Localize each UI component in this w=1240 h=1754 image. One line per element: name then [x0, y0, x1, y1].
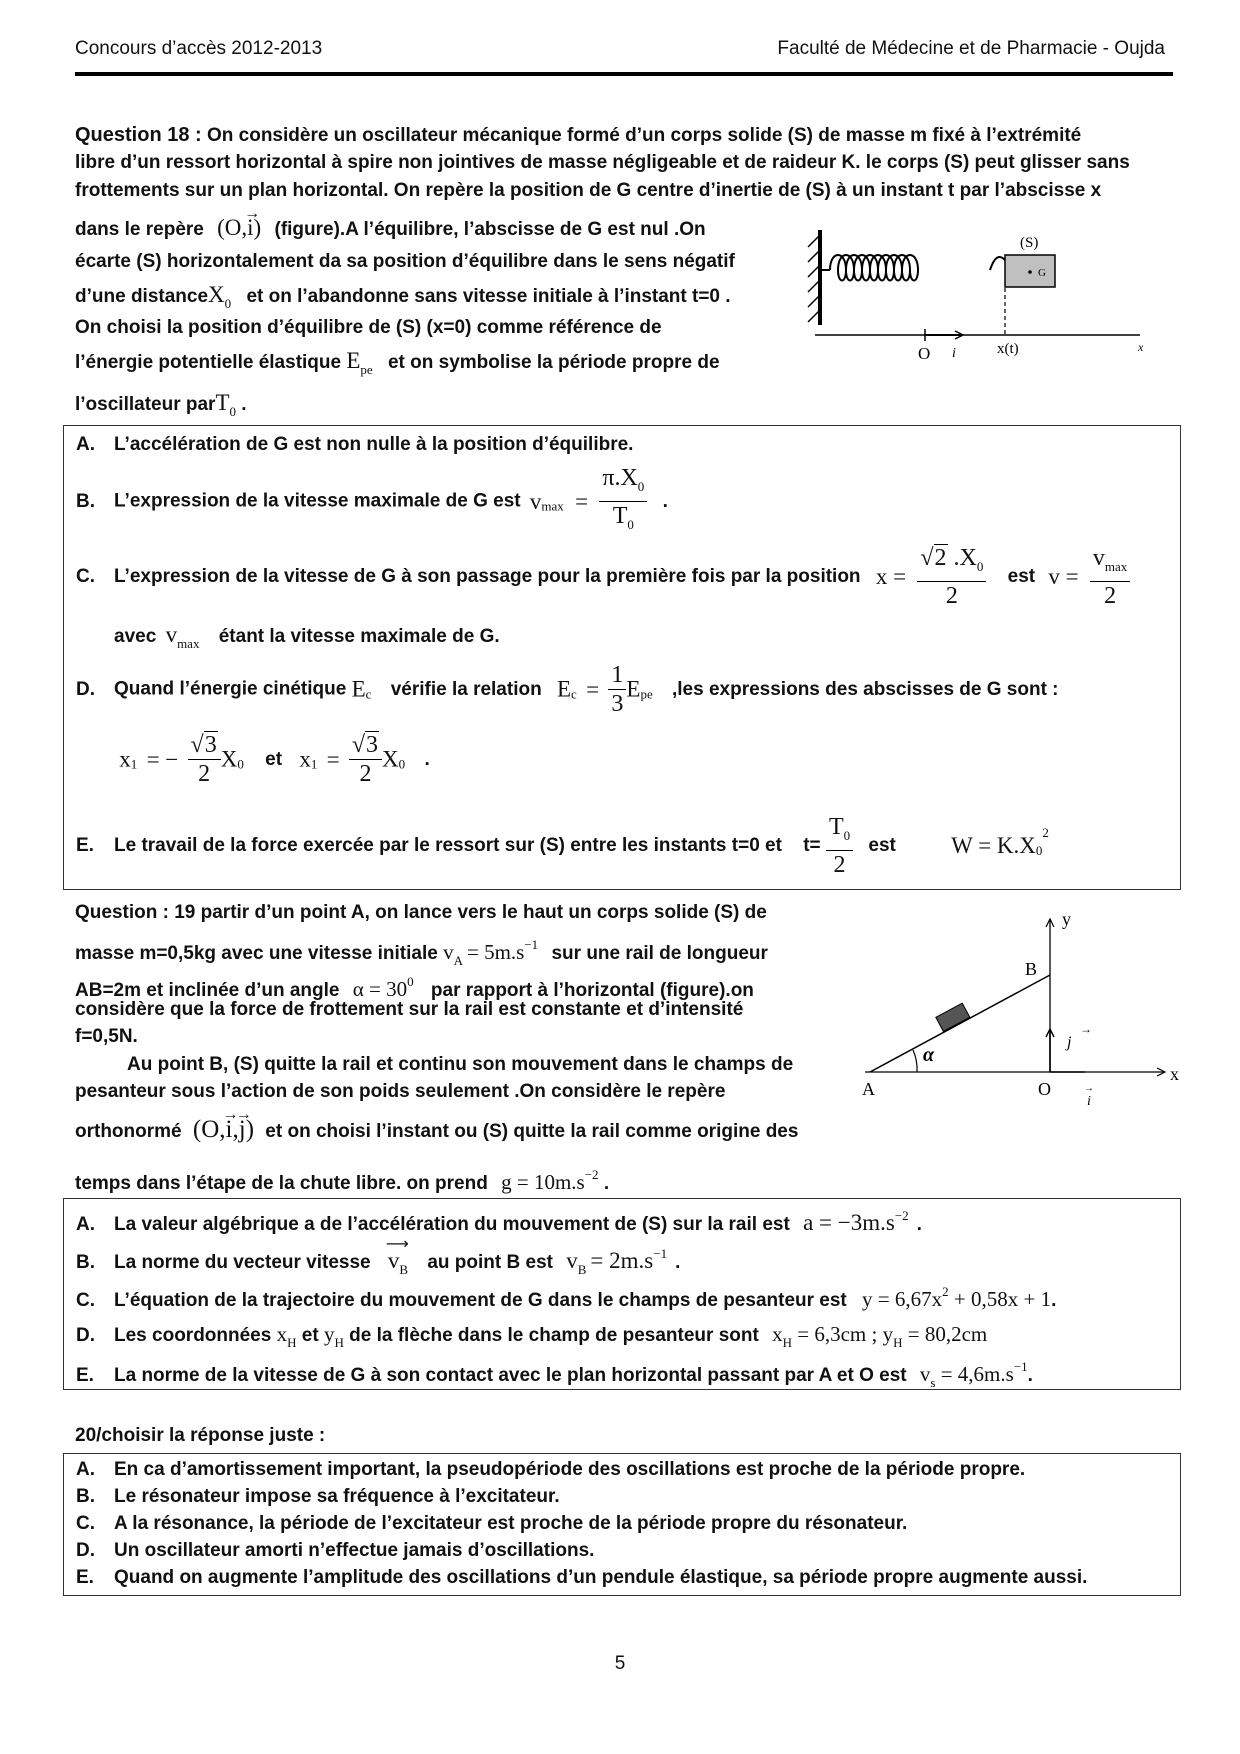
- q18-option-b: B. L’expression de la vitesse maximale de G est $v_{max}$ = $\frac{\pi.X_0}{T_0}$ .: [76, 465, 668, 532]
- q18-option-a: A. L’accélération de G est non nulle à la position d’équilibre.: [76, 434, 634, 455]
- svg-text:→: →: [1080, 1022, 1092, 1036]
- header-rule: [75, 72, 1173, 76]
- q19-option-a: A. La valeur algébrique a de l’accélération du mouvement de (S) sur la rail est $a = -3m.s^{-2}$ .: [76, 1208, 922, 1235]
- fig2-i-label: i: [1087, 1094, 1091, 1109]
- page-header: [75, 38, 1165, 72]
- q18-label: Question 18 :: [75, 124, 202, 146]
- q19-line7: pesanteur sous l’action de son poids seulement .On considère le repère: [75, 1081, 726, 1102]
- q18-line4: dans le repère (O,i → ) (figure).A l’équilibre, l’abscisse de G est nul .On: [75, 205, 706, 240]
- fig2-b-label: B: [1025, 959, 1038, 979]
- q18-line9: l’oscillateur parT$_0$ .: [75, 390, 247, 419]
- q18-line6: d’une distanceX$_0$ et on l’abandonne sans vitesse initiale à l’instant t=0 .: [75, 282, 731, 311]
- fig1-x-label: x: [1138, 340, 1144, 354]
- q19-line1: Question : 19 partir d’un point A, on lance vers le haut un corps solide (S) de: [75, 902, 767, 923]
- q20-title: 20/choisir la réponse juste :: [75, 1425, 326, 1446]
- fig2-a-label: A: [862, 1079, 875, 1099]
- fig1-s-label: (S): [1020, 235, 1039, 251]
- q18-options-box: [63, 425, 1181, 890]
- svg-text:→: →: [1084, 1083, 1094, 1094]
- fig2-x-label: x: [1170, 1064, 1179, 1084]
- q19-option-b: B. La norme du vecteur vitesse $v_B$ ⟶ au point B est $v_B = 2m.s^{-1}$ .: [76, 1236, 681, 1277]
- header-right: Faculté de Médecine et de Pharmacie - Oujda: [777, 38, 1165, 59]
- q18-line5: écarte (S) horizontalement da sa position d’équilibre dans le sens négatif: [75, 251, 735, 272]
- q19-option-d: D. Les coordonnées $x_H$ et $y_H$ de la flèche dans le champ de pesanteur sont $x_H = 6,3cm$ ; $y_H = 80,2cm$: [76, 1322, 988, 1350]
- q18-line1: Question 18 : On considère un oscillateur mécanique formé d’un corps solide (S) de masse m fixé à l’extrémité: [75, 124, 1082, 146]
- inclined-plane-figure: [855, 905, 1185, 1110]
- q20-option-e: E. Quand on augmente l’amplitude des oscillations d’un pendule élastique, sa période propre augmente aussi.: [76, 1567, 1088, 1588]
- spring-oscillator-figure: [800, 225, 1160, 360]
- q19-options-box: [63, 1198, 1181, 1390]
- q20-option-b: B. Le résonateur impose sa fréquence à l’excitateur.: [76, 1486, 560, 1507]
- q18-option-c: C. L’expression de la vitesse de G à son passage pour la première fois par la position x = $\frac{√2 .X_0}{2}$ est v = $\frac{v_{max}}{2}$: [76, 544, 1130, 610]
- q20-options-box: [63, 1453, 1181, 1596]
- q19-line8: orthonormé (O,i → ,j → ) et on choisi l’instant ou (S) quitte la rail comme origine des: [75, 1106, 799, 1143]
- q19-line6: Au point B, (S) quitte la rail et continu son mouvement dans le champs de: [127, 1054, 794, 1075]
- q18-line3: frottements sur un plan horizontal. On repère la position de G centre d’inertie de (S) à un instant t par l’abscisse x: [75, 180, 1102, 201]
- q18-line8: l’énergie potentielle élastique $E_{pe}$ et on symbolise la période propre de: [75, 348, 720, 377]
- q19-line9: temps dans l’étape de la chute libre. on prend $g = 10m.s^{-2}$ .: [75, 1167, 610, 1194]
- fig1-o-label: O: [918, 344, 931, 360]
- fig2-j-label: j: [1067, 1034, 1072, 1051]
- q19-option-c: C. L’équation de la trajectoire du mouvement de G dans le champs de pesanteur est $y = 6,67x^2 + 0,58x + 1$.: [76, 1284, 1057, 1311]
- q18-line2: libre d’un ressort horizontal à spire non jointives de masse négligeable et de raideur K. le corps (S) peut glisser sans: [75, 152, 1130, 173]
- q18-option-e: E. Le travail de la force exercée par le ressort sur (S) entre les instants t=0 et t= $\frac{T_0}{2}$ est $W = K.X_0^2$: [76, 814, 1049, 878]
- fig2-alpha-label: α: [923, 1044, 935, 1066]
- q18-option-d: D. Quand l’énergie cinétique $E_c$ vérifie la relation $E_c$ = $\frac{1}{3}$ $E_{pe}$ ,les expressions des abscisses de G sont :: [76, 662, 1059, 717]
- q19-line2: masse m=0,5kg avec une vitesse initiale $v_A = 5m.s^{-1}$ sur une rail de longueur: [75, 937, 768, 968]
- q18-option-d-formulas: $x_1$ = − $\frac{√3}{2}$ $X_0$ et $x_1$ = $\frac{√3}{2}$ $X_0$ .: [119, 732, 430, 787]
- q20-option-d: D. Un oscillateur amorti n’effectue jamais d’oscillations.: [76, 1540, 595, 1561]
- q18-line7: On choisi la position d’équilibre de (S) (x=0) comme référence de: [75, 317, 662, 338]
- q19-line3: AB=2m et inclinée d’un angle $\alpha = 30^0$ par rapport à l’horizontal (figure).on: [75, 974, 754, 1001]
- header-left: Concours d’accès 2012-2013: [75, 38, 323, 59]
- fig1-xt-label: x(t): [997, 341, 1019, 357]
- fig2-y-label: y: [1062, 909, 1071, 929]
- q20-option-a: A. En ca d’amortissement important, la pseudopériode des oscillations est proche de la période propre.: [76, 1459, 1026, 1480]
- fig2-o-label: O: [1038, 1079, 1051, 1099]
- fig1-g-label: G: [1038, 267, 1046, 279]
- q18-option-c-cont: avec $v_{max}$ étant la vitesse maximale de G.: [114, 622, 500, 651]
- fig1-i-label: i: [952, 346, 956, 360]
- q20-option-c: C. A la résonance, la période de l’excitateur est proche de la période propre du résonateur.: [76, 1513, 908, 1534]
- q19-line4: considère que la force de frottement sur la rail est constante et d’intensité: [75, 999, 744, 1020]
- q19-option-e: E. La norme de la vitesse de G à son contact avec le plan horizontal passant par A et O est $v_s = 4,6m.s^{-1}$.: [76, 1359, 1033, 1390]
- q19-line5: f=0,5N.: [75, 1026, 138, 1047]
- page-number: 5: [614, 1653, 626, 1674]
